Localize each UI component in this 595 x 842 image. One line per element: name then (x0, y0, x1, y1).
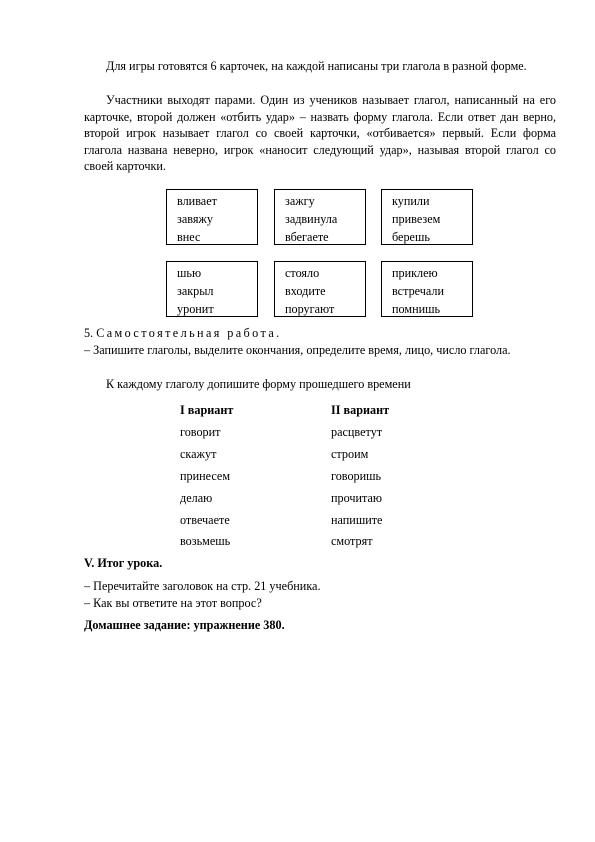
verb-card-1 (166, 189, 258, 245)
variant-1-verb: отвечаете (180, 513, 230, 527)
variant-2-verb: смотрят (331, 534, 373, 548)
variant-1-title: I вариант (180, 403, 234, 417)
variant-2-verb: говоришь (331, 469, 382, 483)
variant-1-verb: говорит (180, 425, 221, 439)
section-5-task-1: – Запишите глаголы, выделите окончания, определите время, лицо, число глагола. (84, 343, 511, 357)
section-5-heading (84, 325, 556, 342)
verb-card-5 (274, 261, 366, 317)
verb-card-3 (381, 189, 473, 245)
verb-card-4 (166, 261, 258, 317)
variant-2-verb: прочитаю (331, 491, 383, 505)
variant-1-verb: делаю (180, 491, 213, 505)
summary-question-1: – Перечитайте заголовок на стр. 21 учебника. (84, 579, 321, 593)
card-verb: приклею (392, 266, 438, 280)
verb-card-2 (274, 189, 366, 245)
variant-2-title: II вариант (331, 403, 390, 417)
section-5-task-2: К каждому глаголу допишите форму прошедшего времени (106, 377, 411, 391)
card-verb: вбегаете (285, 230, 329, 244)
card-verb: стояло (285, 266, 320, 280)
variant-1-verb: принесем (180, 469, 231, 483)
verb-card-6 (381, 261, 473, 317)
card-verb: уронит (177, 302, 214, 316)
card-verb: помнишь (392, 302, 441, 316)
variant-2-verb: напишите (331, 513, 383, 527)
card-verb: привезем (392, 212, 441, 226)
card-verb: задвинула (285, 212, 338, 226)
intro-paragraph-2: Участники выходят парами. Один из учеников называет глагол, написанный на его карточке, второй должен «отбить удар» – назвать форму глагола. Если ответ дан верно, второй игрок называет глагол со своей карточки, «отбивается» первый. Если форма глагола названа неверно, игрок «наносит следующий удар», называя второй глагол со своей карточки. (84, 93, 556, 174)
section-title: Самостоятельная работа. (96, 326, 282, 340)
variant-2-verb: расцветут (331, 425, 383, 439)
variant-2-verb: строим (331, 447, 369, 461)
homework: Домашнее задание: упражнение 380. (84, 618, 285, 632)
variant-1-verb: скажут (180, 447, 217, 461)
summary-title: V. Итог урока. (84, 556, 163, 570)
card-verb: шью (177, 266, 202, 280)
card-verb: завяжу (177, 212, 213, 226)
card-verb: берешь (392, 230, 430, 244)
intro-paragraph-1: Для игры готовятся 6 карточек, на каждой написаны три глагола в разной форме. (106, 59, 527, 73)
card-verb: встречали (392, 284, 445, 298)
card-verb: закрыл (177, 284, 214, 298)
card-verb: поругают (285, 302, 335, 316)
card-verb: купили (392, 194, 430, 208)
variant-1-verb: возьмешь (180, 534, 231, 548)
card-verb: входите (285, 284, 326, 298)
section-number: 5. (84, 326, 94, 340)
card-verb: вливает (177, 194, 217, 208)
card-verb: внес (177, 230, 201, 244)
summary-question-2: – Как вы ответите на этот вопрос? (84, 596, 262, 610)
card-verb: зажгу (285, 194, 315, 208)
